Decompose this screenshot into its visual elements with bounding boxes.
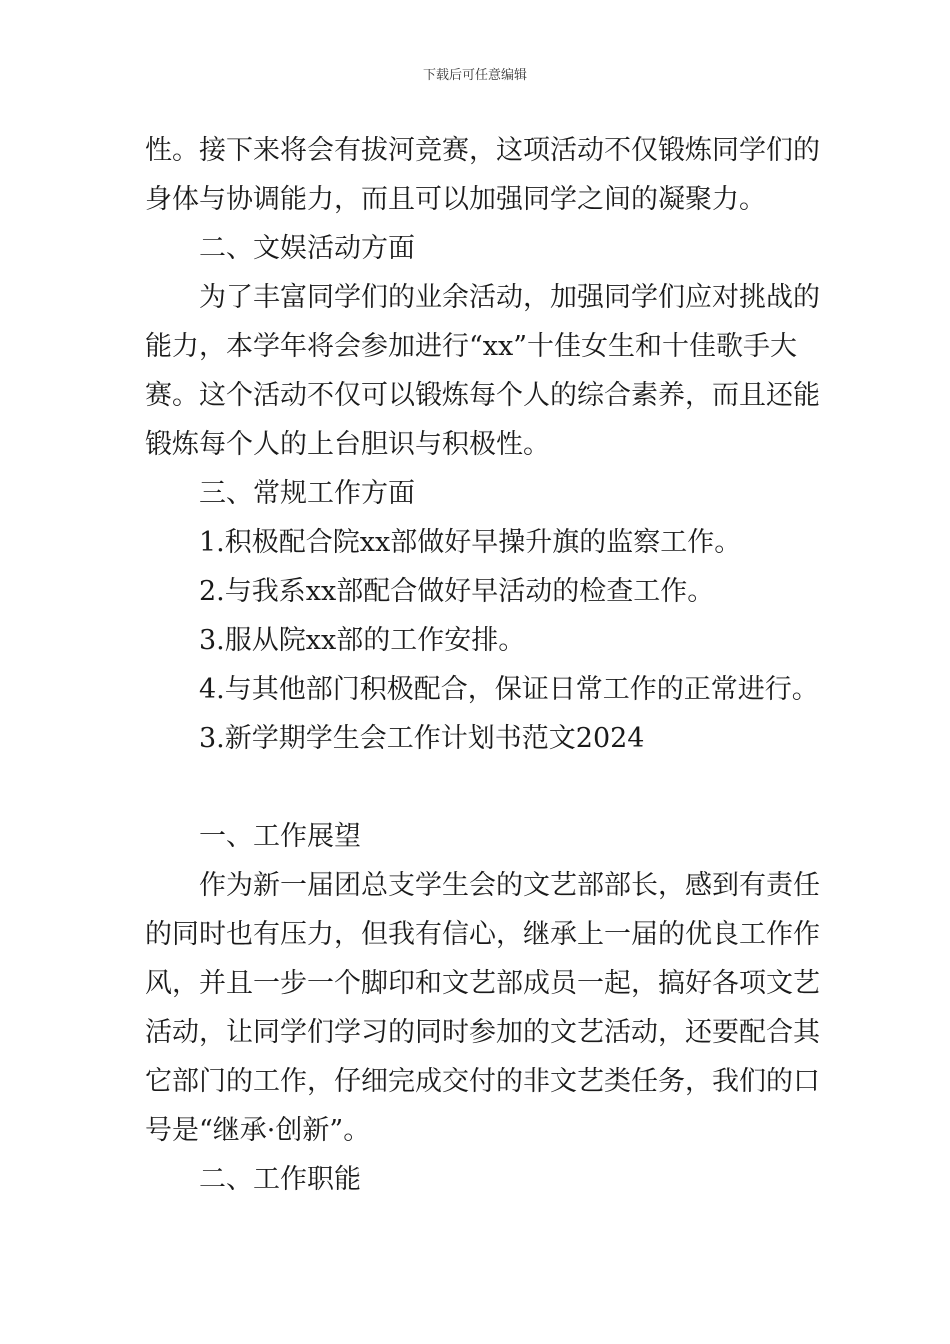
blank-line [145,763,807,812]
section-heading: 一、工作展望 [199,821,361,852]
article-title: 3.新学期学生会工作计划书范文2024 [199,723,645,754]
section-heading: 二、工作职能 [199,1164,361,1195]
paragraph-line: 性。接下来将会有拔河竞赛，这项活动不仅锻炼同学们的 [145,135,820,166]
list-item: 4.与其他部门积极配合，保证日常工作的正常进行。 [199,674,819,705]
paragraph-line: 为了丰富同学们的业余活动，加强同学们应对挑战的 [199,282,820,313]
list-item: 3.服从院xx部的工作安排。 [199,625,526,656]
section-heading: 二、文娱活动方面 [199,233,415,264]
paragraph-line: 锻炼每个人的上台胆识与积极性。 [145,429,550,460]
paragraph-line: 作为新一届团总支学生会的文艺部部长，感到有责任 [199,870,820,901]
paragraph-line: 身体与协调能力，而且可以加强同学之间的凝聚力。 [145,184,766,215]
paragraph-line: 它部门的工作，仔细完成交付的非文艺类任务，我们的口 [145,1066,820,1097]
section-heading: 三、常规工作方面 [199,478,415,509]
list-item: 2.与我系xx部配合做好早活动的检查工作。 [199,576,715,607]
document-body [145,126,820,1204]
paragraph-line: 号是“继承·创新”。 [145,1115,371,1146]
paragraph-line: 活动，让同学们学习的同时参加的文艺活动，还要配合其 [145,1017,820,1048]
paragraph-line: 赛。这个活动不仅可以锻炼每个人的综合素养，而且还能 [145,380,820,411]
header-note: 下载后可任意编辑 [422,68,527,83]
paragraph-line: 风，并且一步一个脚印和文艺部成员一起，搞好各项文艺 [145,968,820,999]
paragraph-line: 能力，本学年将会参加进行“xx”十佳女生和十佳歌手大 [145,331,798,362]
paragraph-line: 的同时也有压力，但我有信心，继承上一届的优良工作作 [145,919,820,950]
list-item: 1.积极配合院xx部做好早操升旗的监察工作。 [199,527,742,558]
